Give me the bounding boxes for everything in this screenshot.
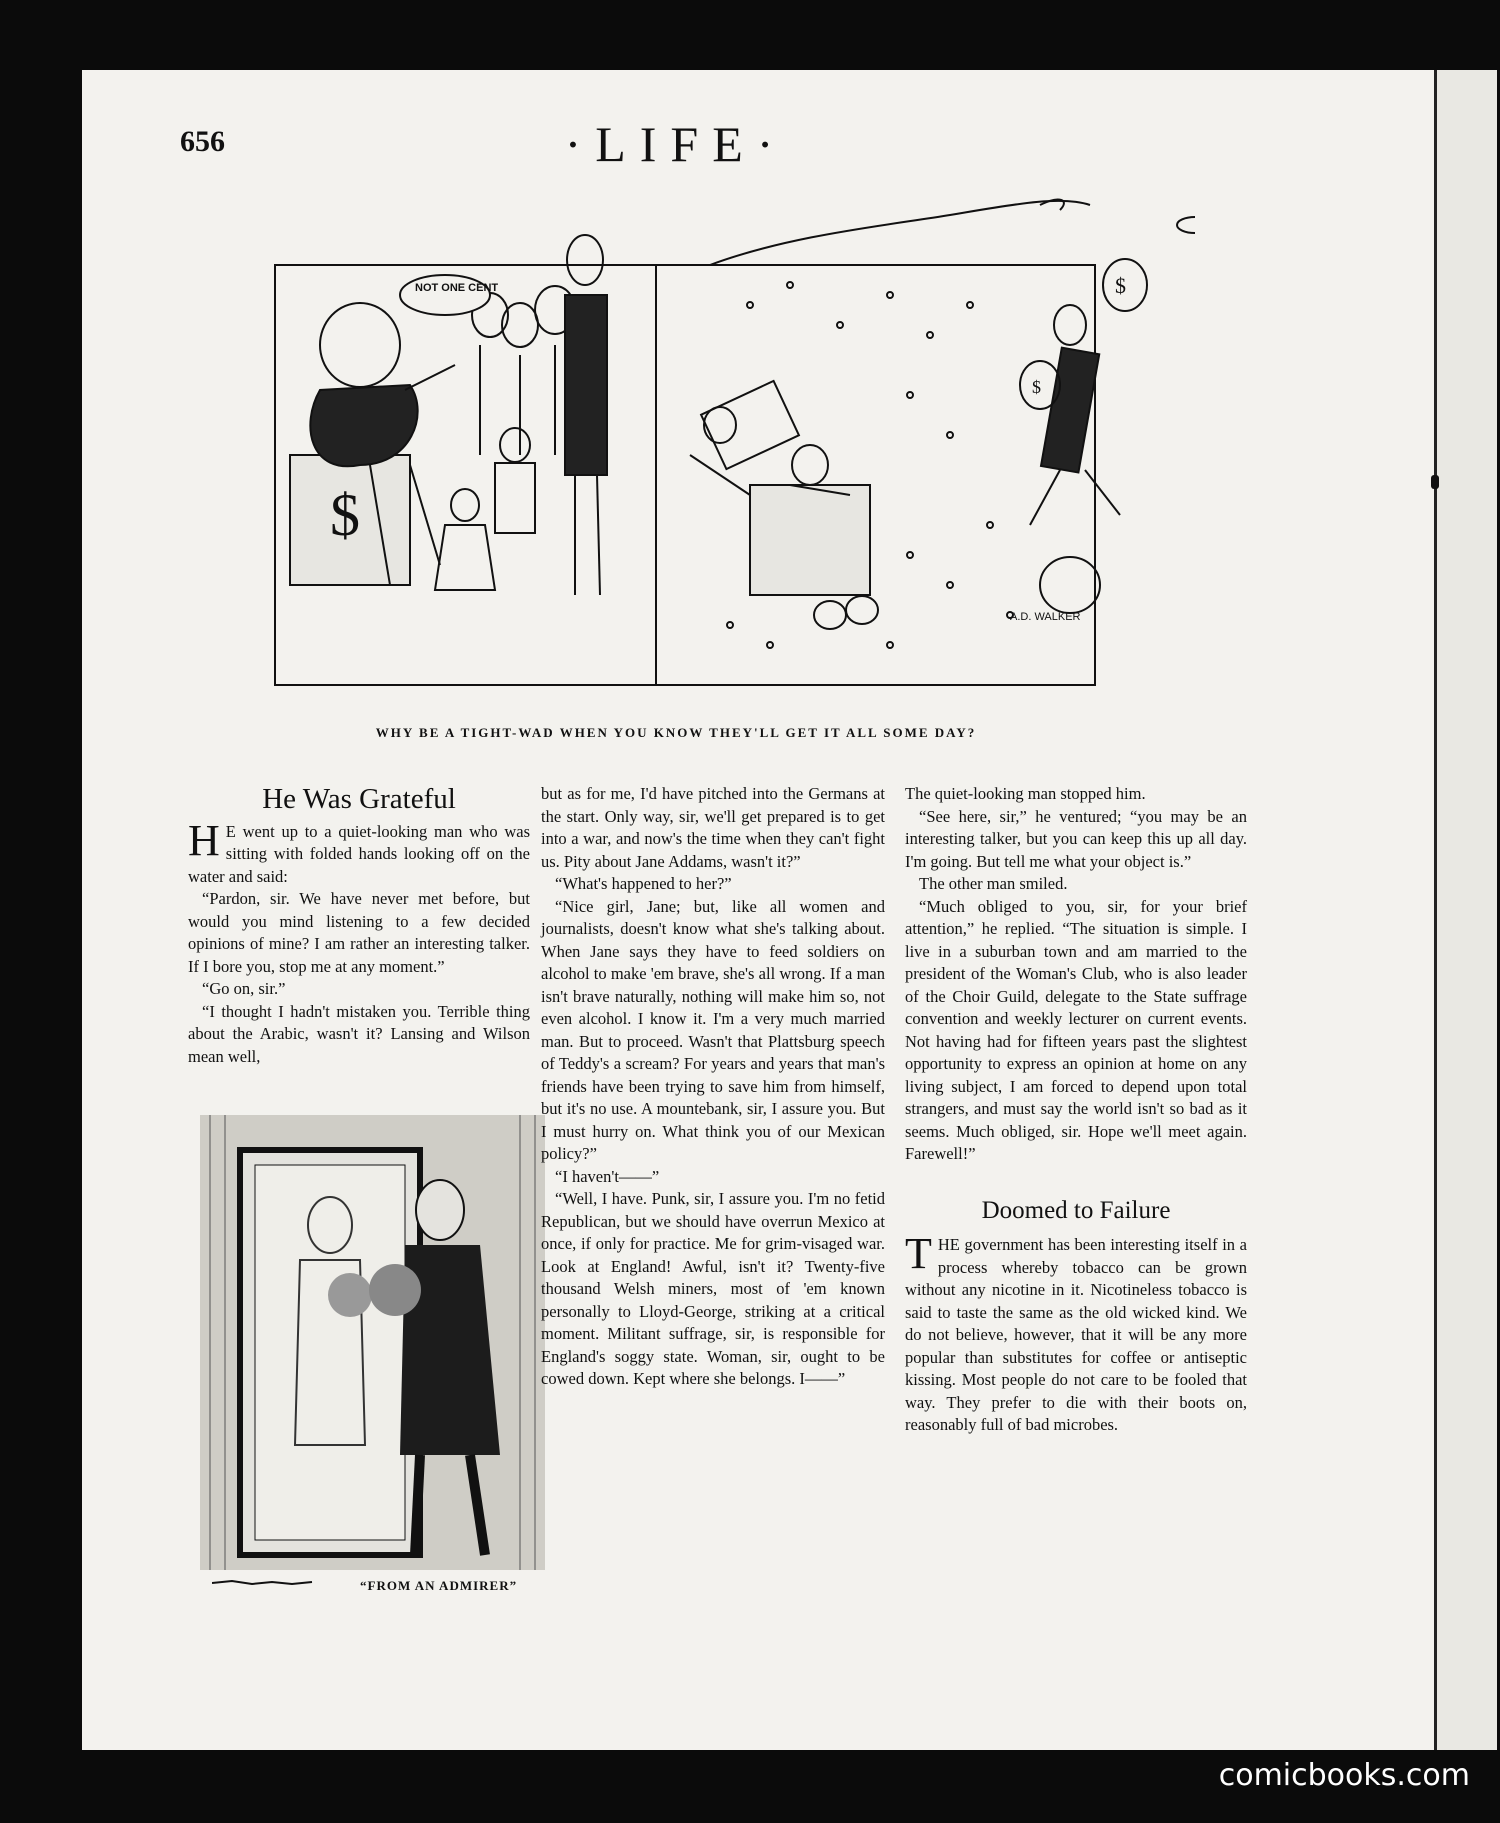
speech-bubble (400, 275, 498, 315)
right-panel-scene (690, 259, 1147, 648)
article-paragraph: “Much obliged to you, sir, for your brief attention,” he replied. “The situation is simple. I live in a suburban town and am married to the president of the Woman's Club, who is also leader of the Choir Guild, delegate to the State suffrage convention and weekly lecturer on current events. Not having had for fifteen years past the slightest opportunity to express an opinion at home on any living subject, I am forced to depend upon total strangers, and must say the world isn't so bad as it seems. Much obliged, sir. Hope we'll meet again. Farewell!” (905, 896, 1247, 1163)
top-cartoon-illustration (190, 195, 1195, 710)
article-paragraph: “Nice girl, Jane; but, like all women and journalists, doesn't know what she's talking about. When Jane says they have to feed soldiers on alcohol to make 'em brave, she's all wrong. If a man isn't brave naturally, nothing will make him so, not even alcohol. I know it. I'm a very much married man. But to proceed. Wasn't that Plattsburg speech of Teddy's a scream? For years and years that man's friends have been trying to save him from himself, but it's no use. A mountebank, sir, I assure you. But I must hurry on. What think you of our Mexican policy?” (541, 896, 885, 1163)
article-paragraph: but as for me, I'd have pitched into the Germans at the start. Only way, sir, we'll get prepared is to get into a war, and now's the time when they can't fight us. Pity about Jane Addams, wasn't it?” (541, 784, 885, 871)
binding-notch (1431, 475, 1439, 489)
article-headline-2: Doomed to Failure (981, 1196, 1171, 1224)
article-paragraph: THE government has been interesting itself in a process whereby tobacco can be grown without any nicotine in it. Nicotineless tobacco is said to taste the same as the old wicked kind. We do not believe, however, that it will be any more popular than substitutes for coffee or antiseptic kissing. Most people do not care to be fooled that way. They prefer to die with their boots on, reasonably full of bad microbes. (905, 1229, 1247, 1434)
flying-money-cloud (710, 201, 1090, 265)
top-cartoon-caption: WHY BE A TIGHT-WAD WHEN YOU KNOW THEY'LL GET IT ALL SOME DAY? (375, 725, 977, 740)
article-headline: He Was Grateful (262, 783, 456, 815)
article-paragraph: The other man smiled. (919, 874, 1068, 893)
drop-cap: H (188, 815, 220, 865)
article-paragraph: “Pardon, sir. We have never met before, but would you mind listening to a few decided opinions of mine? I am rather an interesting talker. If I bore you, stop me at any moment.” (188, 889, 530, 976)
cartoonist-signature: A.D. WALKER (1010, 611, 1081, 623)
article-paragraph: H E went up to a quiet-looking man who was sitting with folded hands looking off on the water and said: (188, 815, 530, 886)
article-paragraph: “I haven't——” (555, 1166, 660, 1186)
masthead-title: ·LIFE· (564, 116, 788, 172)
article-paragraph: “What's happened to her?” (555, 874, 732, 893)
column-1 (188, 780, 530, 1068)
column-2 (541, 783, 885, 1391)
article-paragraph: “Go on, sir.” (202, 979, 286, 998)
article-paragraph: The quiet-looking man stopped him. (905, 784, 1146, 803)
site-watermark: comicbooks.com (1218, 1758, 1470, 1793)
speech-bubble-text: NOT ONE CENT (415, 282, 499, 294)
adjacent-page-edge (1434, 70, 1497, 1750)
article-paragraph: “Well, I have. Punk, sir, I assure you. I'm no fetid Republican, but we should have overrun Mexico at once, if only for practice. Me for grim-visaged war. Look at England! Awful, isn't it? Twenty-five thousand Welsh miners, most of 'em known personally to Lloyd-George, striking at a critical moment. Militant suffrage, sir, is responsible for England's soggy state. Woman, sir, ought to be cowed down. Kept where she belongs. I——” (541, 1189, 885, 1388)
svg-text:$: $ (1115, 273, 1126, 298)
admirer-cartoon-signature (212, 1577, 332, 1589)
svg-text:$: $ (1032, 377, 1041, 397)
admirer-cartoon-illustration (200, 1115, 545, 1570)
drop-cap: T (905, 1229, 932, 1278)
article-paragraph: “See here, sir,” he ventured; “you may be an interesting talker, but you can keep this up all day. I'm going. But tell me what your object is.” (905, 806, 1247, 871)
admirer-cartoon-caption: “FROM AN ADMIRER” (360, 1578, 518, 1593)
page-number: 656 (180, 125, 225, 158)
column-3 (905, 783, 1247, 1437)
article-paragraph: “I thought I hadn't mistaken you. Terrible thing about the Arabic, wasn't it? Lansing and Wilson mean well, (188, 1001, 530, 1066)
svg-text:$: $ (330, 482, 360, 548)
